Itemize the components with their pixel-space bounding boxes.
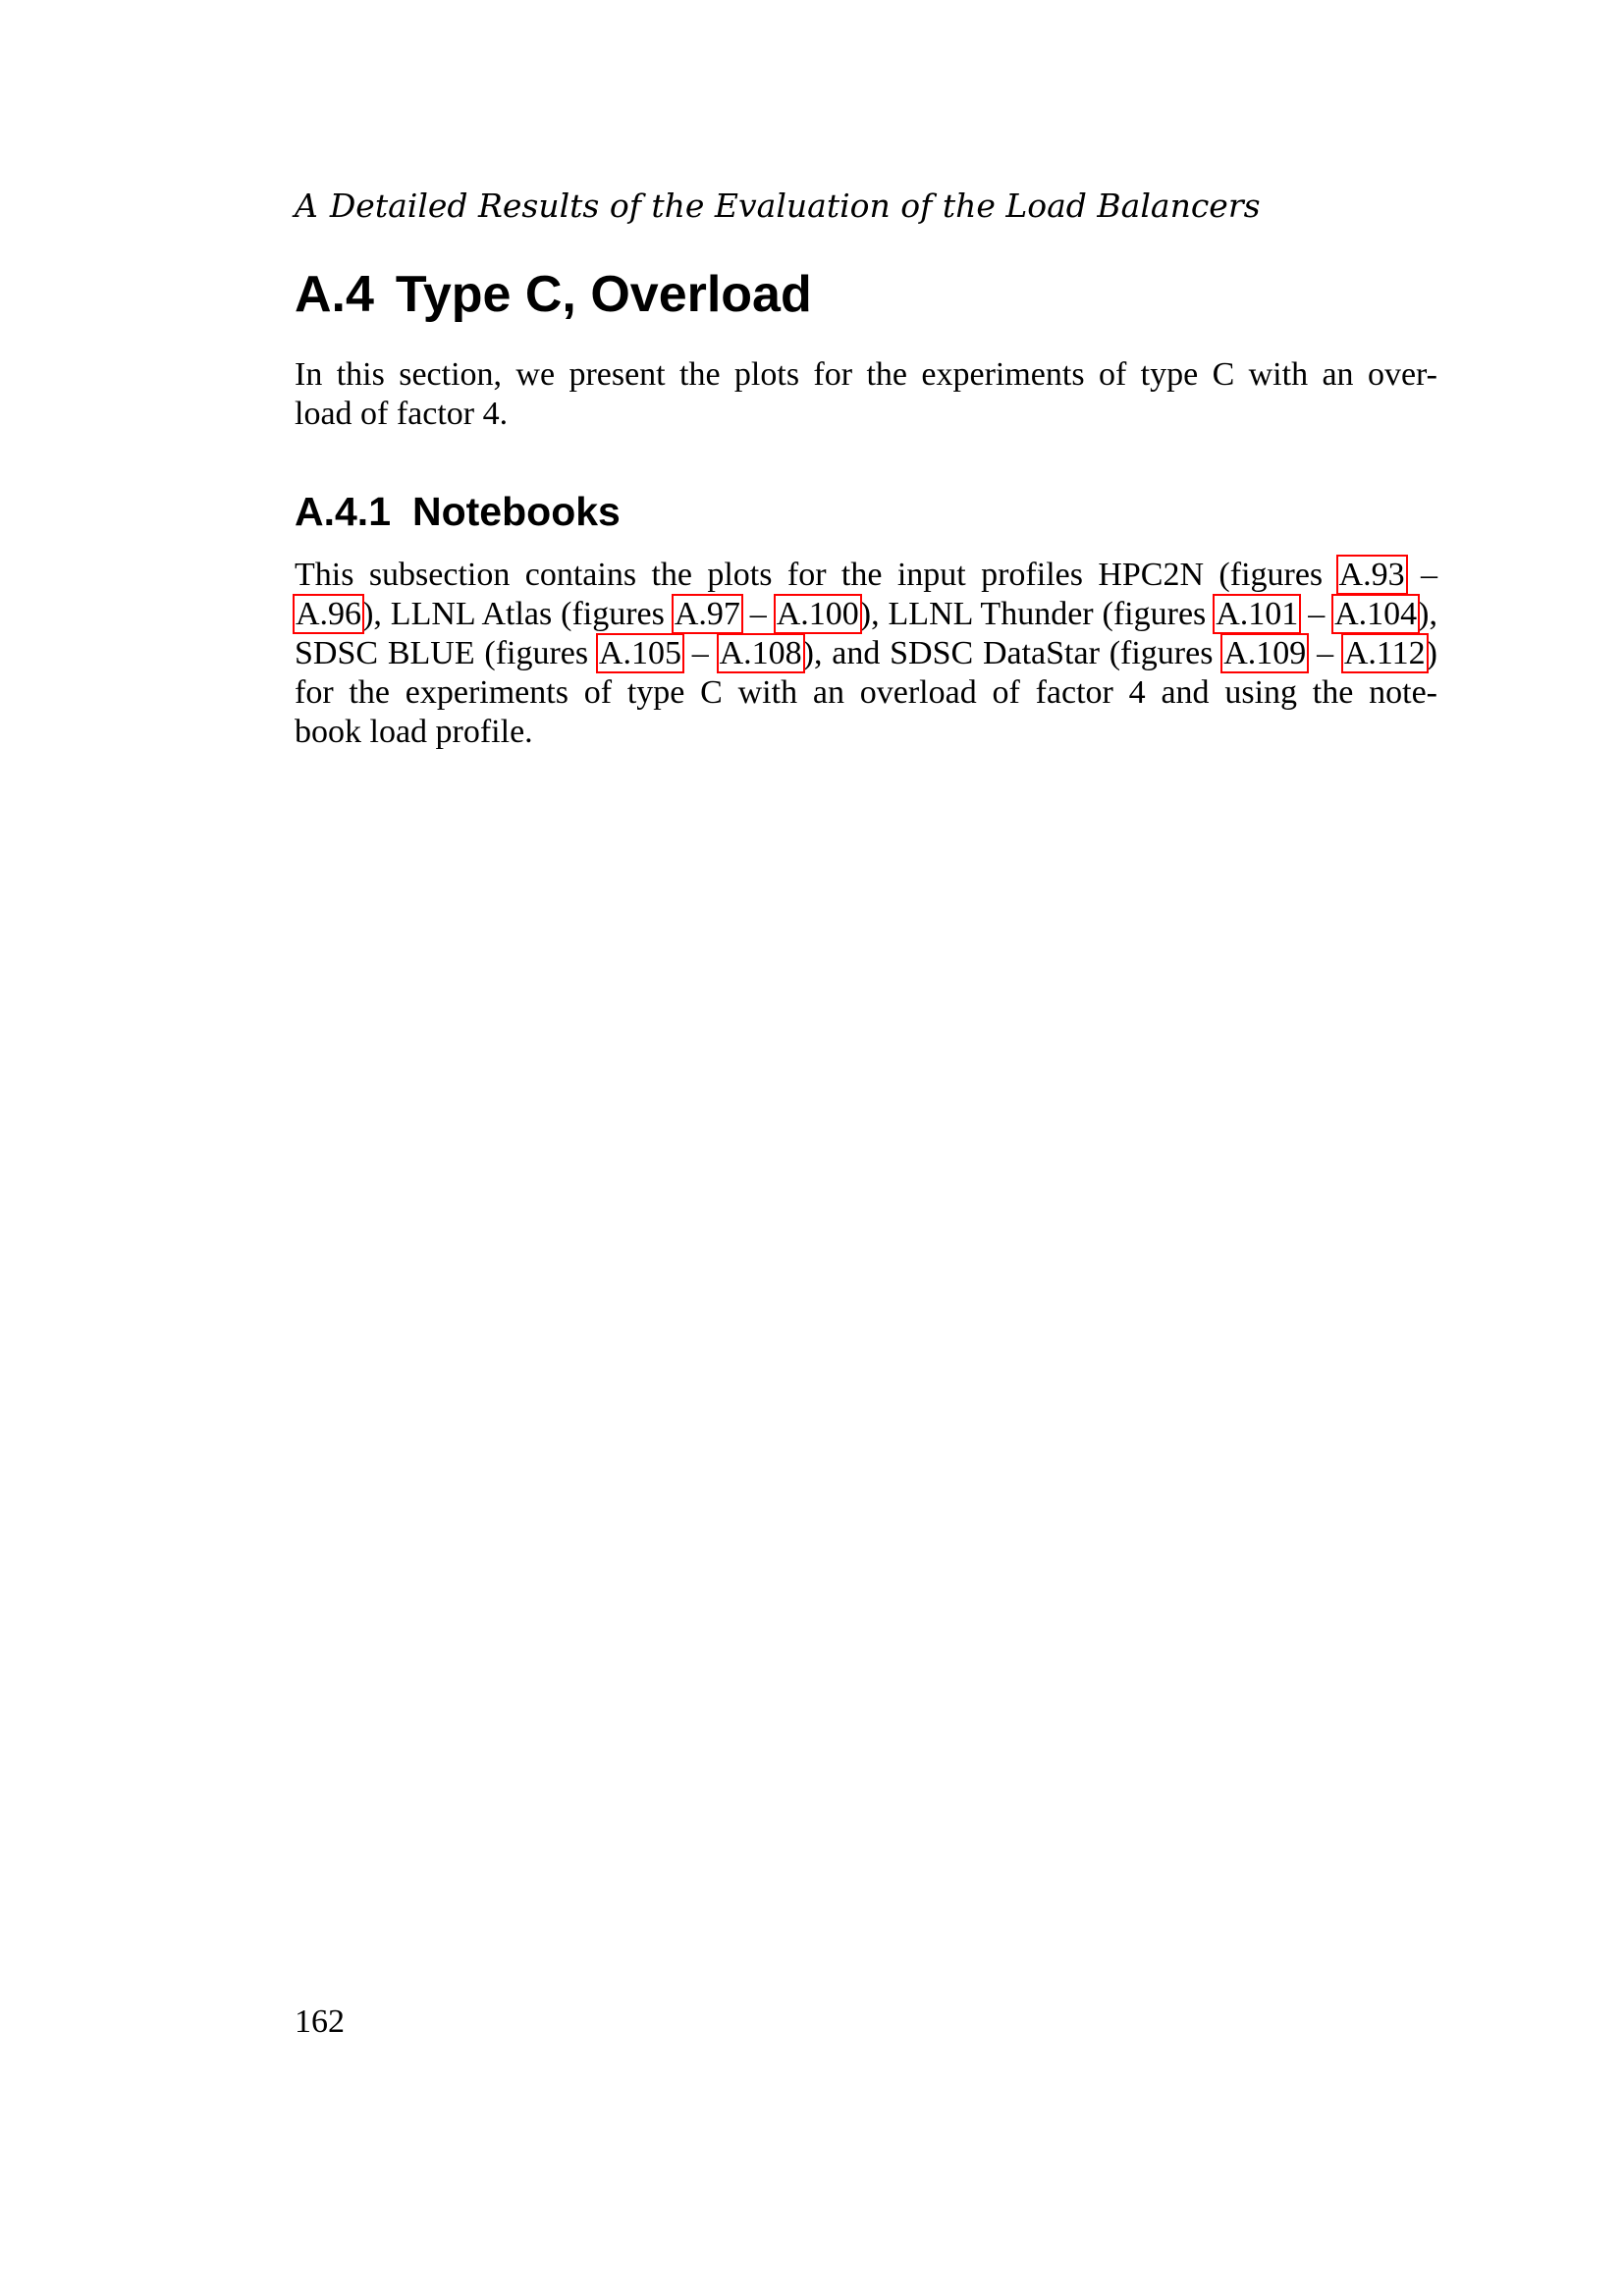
- page-number: 162: [295, 2003, 345, 2040]
- figure-ref-link[interactable]: A.93: [1338, 557, 1405, 593]
- section-intro-paragraph: [295, 355, 1437, 434]
- section-title: Type C, Overload: [395, 266, 812, 323]
- figure-ref-link[interactable]: A.101: [1216, 596, 1299, 632]
- body-line: [295, 556, 1437, 595]
- figure-ref-link[interactable]: A.105: [598, 635, 681, 671]
- figure-ref-link[interactable]: A.97: [674, 596, 740, 632]
- body-line: for the experiments of type C with an overload of factor 4 and using the note-: [295, 674, 1437, 711]
- intro-line: load of factor 4.: [295, 396, 509, 432]
- subsection-heading: [295, 486, 1434, 537]
- section-number: A.4: [295, 266, 374, 323]
- running-header-letter: A: [295, 187, 318, 225]
- body-line: book load profile.: [295, 714, 533, 750]
- subsection-title: Notebooks: [412, 489, 621, 534]
- text-run: ),: [1418, 596, 1437, 632]
- text-run: ), LLNL Thunder (figures: [859, 596, 1216, 632]
- text-run: ), and SDSC DataStar (figures: [802, 635, 1223, 671]
- running-header: [295, 185, 1434, 228]
- figure-ref-link[interactable]: A.108: [719, 635, 802, 671]
- text-run: ): [1426, 635, 1437, 671]
- figure-ref-link[interactable]: A.109: [1223, 635, 1307, 671]
- section-heading: [295, 263, 1434, 326]
- running-header-title: Detailed Results of the Evaluation of the Load Balancers: [329, 187, 1261, 225]
- body-line: [295, 595, 1437, 634]
- figure-ref-link[interactable]: A.104: [1334, 596, 1418, 632]
- text-run: SDSC BLUE (figures: [295, 635, 598, 671]
- figure-ref-link[interactable]: A.112: [1343, 635, 1426, 671]
- text-run: –: [740, 596, 776, 632]
- text-run: –: [1307, 635, 1343, 671]
- body-line: [295, 634, 1437, 673]
- figure-ref-link[interactable]: A.100: [776, 596, 859, 632]
- subsection-number: A.4.1: [295, 489, 391, 534]
- text-run: –: [1405, 557, 1437, 593]
- intro-line: In this section, we present the plots for the experiments of type C with an over-: [295, 356, 1437, 393]
- text-run: ), LLNL Atlas (figures: [362, 596, 674, 632]
- figure-ref-link[interactable]: A.96: [296, 596, 362, 632]
- text-run: –: [681, 635, 719, 671]
- text-run: This subsection contains the plots for the input profiles HPC2N (figures: [295, 557, 1338, 593]
- subsection-body-paragraph: [295, 556, 1437, 752]
- text-run: –: [1299, 596, 1334, 632]
